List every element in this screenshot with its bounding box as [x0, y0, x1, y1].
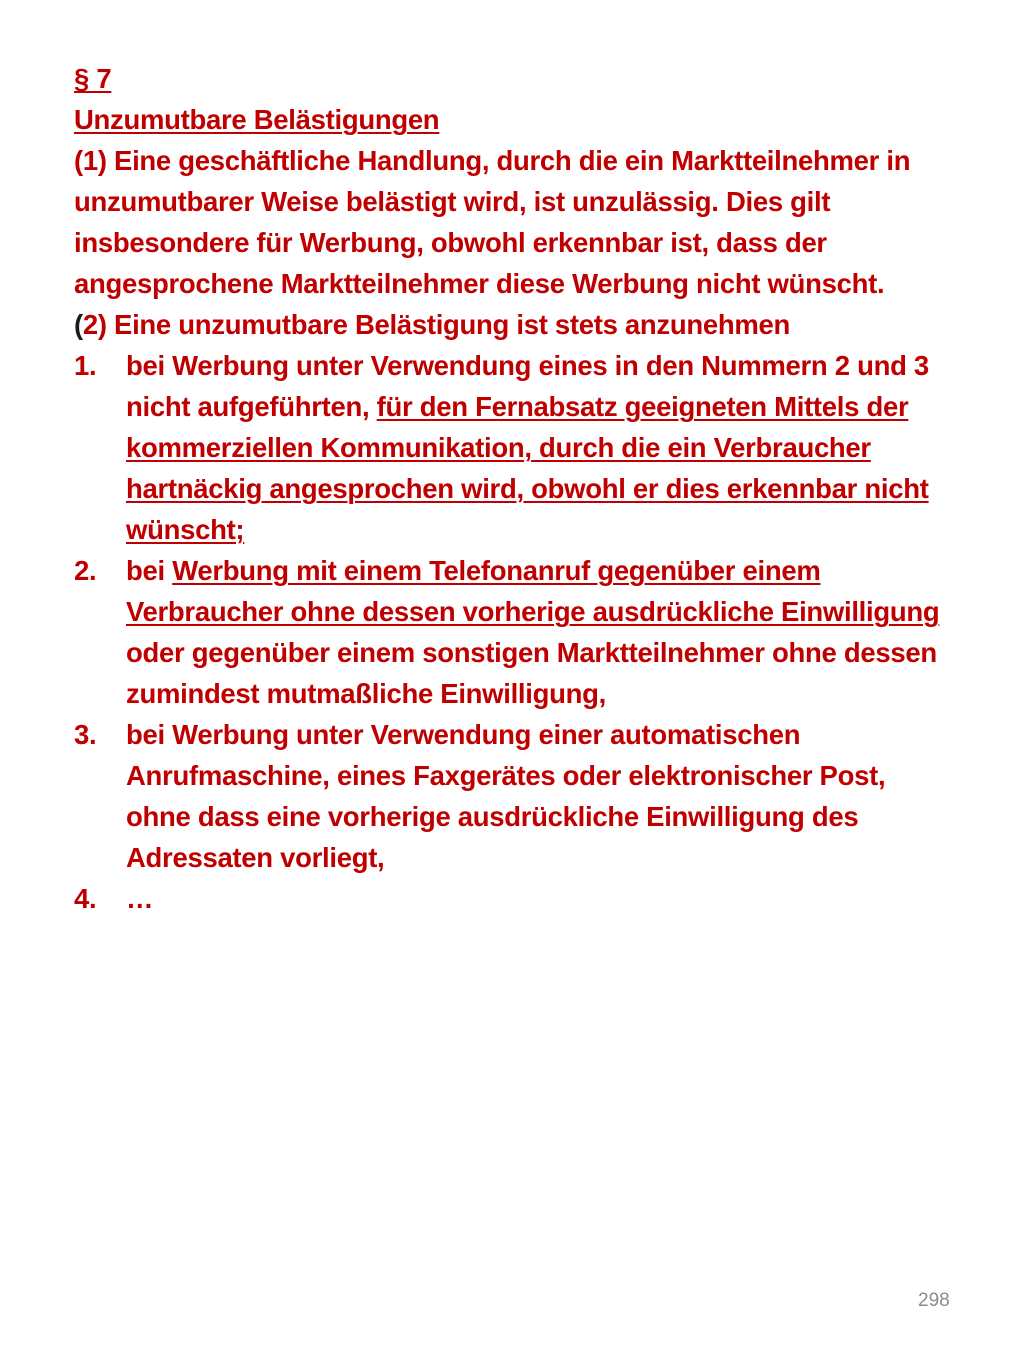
list-item-number: 3.	[74, 719, 97, 750]
list-item-number: 2.	[74, 555, 97, 586]
page-number: 298	[918, 1290, 950, 1311]
list-item-text-after: oder gegenüber einem sonstigen Marktteilnehmer ohne dessen zumindest mutmaßliche Einwilligung,	[126, 637, 937, 709]
list-item-underlined-text: Werbung mit einem Telefonanruf gegenüber einem Verbraucher ohne dessen vorherige ausdrückliche Einwilligung	[126, 555, 940, 627]
list-item-text: bei	[126, 555, 173, 586]
section-number: § 7	[74, 63, 112, 94]
list-item	[74, 714, 954, 878]
list-item-text: bei Werbung unter Verwendung eines in den Nummern 2 und 3 nicht aufgeführten,	[126, 350, 929, 422]
list-item-number: 1.	[74, 350, 97, 381]
list-item-text: …	[126, 883, 154, 914]
list-item-number: 4.	[74, 883, 97, 914]
paragraph-2	[74, 304, 954, 345]
legal-text	[74, 58, 954, 919]
paragraph-2-open-paren: (	[74, 309, 83, 340]
list-item	[74, 878, 954, 919]
list-item-text: bei Werbung unter Verwendung einer automatischen Anrufmaschine, eines Faxgerätes oder elektronischer Post, ohne dass eine vorherige ausdrückliche Einwilligung des Adressaten vorliegt,	[126, 719, 886, 873]
list-item	[74, 345, 954, 550]
section-title: Unzumutbare Belästigungen	[74, 104, 440, 135]
paragraph-1: (1) Eine geschäftliche Handlung, durch die ein Marktteilnehmer in unzumutbarer Weise belästigt wird, ist unzulässig. Dies gilt insbesondere für Werbung, obwohl erkennbar ist, dass der angesprochene Marktteilnehmer diese Werbung nicht wünscht.	[74, 145, 911, 299]
paragraph-2-text: 2) Eine unzumutbare Belästigung ist stets anzunehmen	[82, 309, 791, 340]
list-item-underlined-text: für den Fernabsatz geeigneten Mittels der kommerziellen Kommunikation, durch die ein Verbraucher hartnäckig angesprochen wird, obwohl er dies erkennbar nicht wünscht;	[126, 391, 929, 545]
numbered-list	[74, 345, 954, 919]
list-item	[74, 550, 954, 714]
